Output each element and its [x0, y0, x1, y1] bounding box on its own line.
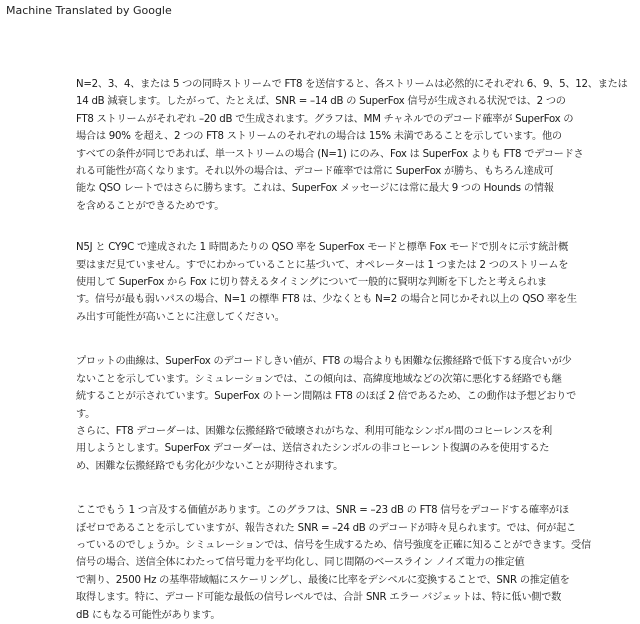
text-line: FT8 ストリームがそれぞれ –20 dB で生成されます。グラフは、MM チャネルでのデコード確率が SuperFox の: [76, 113, 574, 125]
text-line: ここでもう 1 つ言及する価値があります。このグラフは、SNR = –23 dB の FT8 信号をデコードする確率がほ: [76, 505, 569, 517]
text-line: っているのでしょうか。シミュレーションでは、信号を生成するため、信号強度を正確に知ることができます。受信: [76, 539, 591, 551]
text-line: ぼゼロであることを示していますが、報告された SNR = –24 dB のデコードが時々見られます。では、何が起こ: [76, 522, 576, 534]
paragraph-snr-estimation: [76, 502, 591, 624]
text-line: ないことを示しています。シミュレーションでは、この傾向は、高緯度地域などの次第に悪化する経路でも継: [76, 373, 562, 385]
text-line: で割り、2500 Hz の基準帯域幅にスケーリングし、最後に比率をデシベルに変換することで、SNR の推定値を: [76, 574, 570, 586]
text-line: 続することが示されています。SuperFox のトーン間隔は FT8 のほぼ 2 倍であるため、この動作は予想どおりで: [76, 391, 577, 403]
paragraph-qso-rate-statistics: [76, 239, 577, 326]
text-line: 取得します。特に、デコード可能な最低の信号レベルでは、合計 SNR エラー バジェットは、特に低い側で数: [76, 592, 562, 604]
text-line: 用しようとします。SuperFox デコーダーは、送信されたシンボルの非コヒーレント復調のみを使用するた: [76, 443, 550, 455]
text-line: 場合は 90% を超え、2 つの FT8 ストリームのそれぞれの場合は 15% 未満であることを示しています。他の: [76, 131, 562, 143]
text-line: れる可能性が高くなります。それ以外の場合は、デコード確率では常に SuperFox が勝ち、もちろん達成可: [76, 166, 554, 178]
text-line: す。信号が最も弱いパスの場合、N=1 の標準 FT8 は、少なくとも N=2 の場合と同じかそれ以上の QSO 率を生: [76, 294, 577, 306]
text-line: プロットの曲線は、SuperFox のデコードしきい値が、FT8 の場合よりも困難な伝搬経路で低下する度合いが少: [76, 356, 572, 368]
document-body: [76, 76, 628, 624]
text-line: さらに、FT8 デコーダーは、困難な伝搬経路で破壊されがちな、利用可能なシンボル間のコヒーレンスを利: [76, 425, 552, 437]
text-line: N=2、3、4、または 5 つの同時ストリームで FT8 を送信すると、各ストリームは必然的にそれぞれ 6、9、5、12、または: [76, 79, 628, 90]
paragraph-superfox-vs-ft8-streams: [76, 76, 628, 215]
text-line: すべての条件が同じであれば、単一ストリームの場合 (N=1) にのみ、Fox は SuperFox よりも FT8 でデコードさ: [76, 148, 584, 160]
text-line: 14 dB 減衰します。したがって、たとえば、SNR = –14 dB の SuperFox 信号が生成される状況では、2 つの: [76, 96, 566, 108]
text-line: を含めることができるためです。: [76, 200, 225, 212]
text-line: み出す可能性が高いことに注意してください。: [76, 311, 285, 323]
text-line: 信号の場合、送信全体にわたって信号電力を平均化し、同じ間隔のベースライン ノイズ電力の推定値: [76, 557, 525, 569]
text-line: す。: [76, 408, 96, 420]
text-line: dB にもなる可能性があります。: [76, 609, 221, 621]
text-line: 使用して SuperFox から Fox に切り替えるタイミングについて一般的に賢明な判断を下したと考えられま: [76, 277, 547, 289]
text-line: 能な QSO レートではさらに勝ちます。これは、SuperFox メッセージには常に最大 9 つの Hounds の情報: [76, 183, 554, 195]
text-line: め、困難な伝搬経路でも劣化が少ないことが期待されます。: [76, 460, 344, 472]
text-line: N5J と CY9C で達成された 1 時間あたりの QSO 率を SuperFox モードと標準 Fox モードで別々に示す統計概: [76, 242, 569, 254]
paragraph-decode-threshold-propagation: [76, 353, 577, 475]
text-line: 要はまだ見ていません。すでにわかっていることに基づいて、オペレーターは 1 つまたは 2 つのストリームを: [76, 259, 569, 271]
machine-translation-banner: Machine Translated by Google: [6, 4, 172, 17]
